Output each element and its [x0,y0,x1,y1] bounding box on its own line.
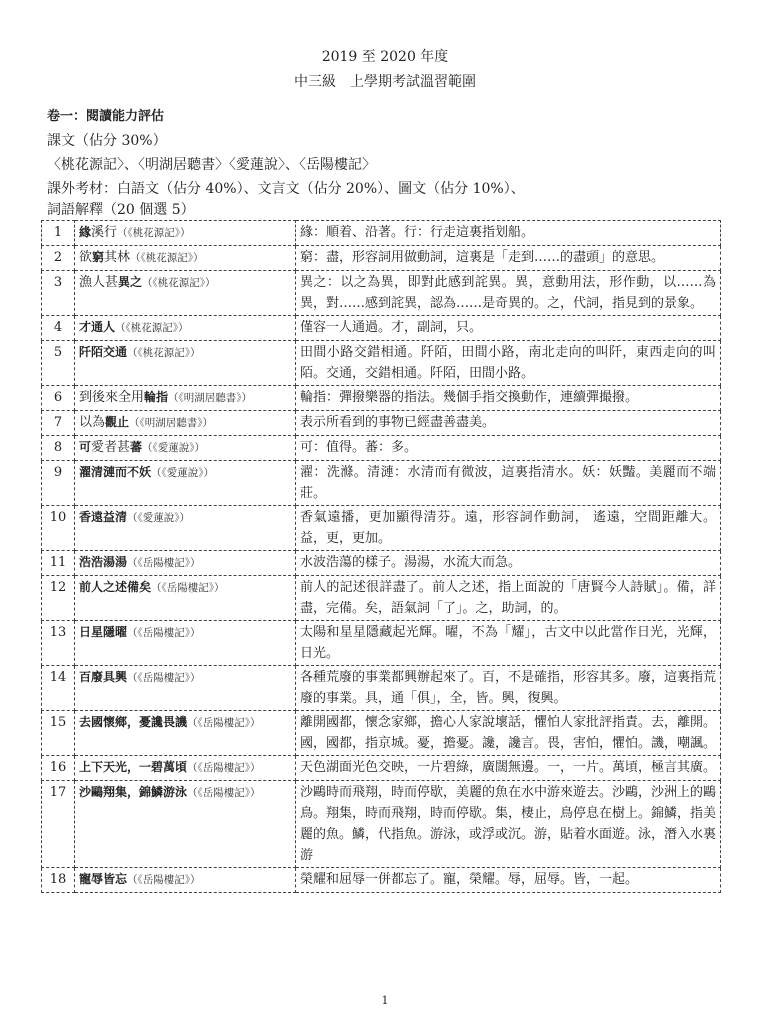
explanation-cell: 離開國都，懷念家鄉，擔心人家說壞話，懼怕人家批評指責。去，離開。國，國都，指京城。憂，擔憂。讒，讒言。畏，害怕，懼怕。譏，嘲諷。 [296,711,721,756]
term-cell [75,461,296,506]
explanation-cell: 田間小路交錯相通。阡陌，田間小路，南北走向的叫阡，東西走向的叫陌。交通，交錯相通。阡陌，田間小路。 [296,341,721,386]
term-post: 溪行 [91,225,118,240]
explanation-cell: 僅容一人通過。才，副詞，只。 [296,316,721,341]
document-subtitle: 中三級 上學期考試溫習範圍 [294,74,476,90]
term-post: 愛者甚 [91,440,131,455]
term-bold: 浩浩湯湯 [79,555,128,569]
row-number: 15 [42,711,75,756]
table-row [42,621,721,666]
term-bold: 百廢具興 [79,670,128,684]
term-pre: 以為 [79,415,106,430]
explanation-cell: 輪指：彈撥樂器的指法。幾個手指交換動作，連續彈撮撥。 [296,386,721,411]
term-src: （《桃花源記》） [130,252,204,264]
term-src: （《桃花源記》） [117,227,191,239]
term-bold: 上下天光，一碧萬頃 [79,760,188,774]
term-bold: 寵辱皆忘 [79,872,128,886]
table-row [42,576,721,621]
row-number: 13 [42,621,75,666]
term-cell [75,621,296,666]
row-number: 8 [42,436,75,461]
term-cell [75,711,296,756]
section-line-vocab-heading: 詞語解釋（20 個選 5） [47,202,195,218]
explanation-cell: 香氣遠播，更加顯得清芬。遠，形容詞作動詞， 遙遠，空間距離大。益，更，更加。 [296,506,721,551]
term-bold: 才通人 [79,320,116,334]
table-row [42,711,721,756]
term-cell [75,551,296,576]
explanation-cell: 可：值得。蕃：多。 [296,436,721,461]
explanation-cell: 窮：盡，形容詞用做動詞，這裏是「走到……的盡頭」的意思。 [296,246,721,271]
term-cell [75,246,296,271]
table-row [42,551,721,576]
row-number: 7 [42,411,75,436]
term-cell [75,576,296,621]
term-src: （《岳陽樓記》） [187,787,261,799]
explanation-cell: 緣：順着、沿著。行：行走這裏指划船。 [296,221,721,246]
term-cell [75,781,296,868]
term-src: （《桃花源記》） [142,277,216,289]
term-bold: 去國懷鄉，憂讒畏譏 [79,715,188,729]
table-row [42,316,721,341]
vocabulary-table [41,220,721,893]
term-bold2: 蕃 [130,440,143,454]
term-src: （《岳陽樓記》） [187,762,261,774]
row-number: 14 [42,666,75,711]
table-row [42,271,721,316]
table-row [42,386,721,411]
table-row [42,506,721,551]
row-number: 9 [42,461,75,506]
term-cell [75,386,296,411]
term-cell [75,868,296,893]
term-bold: 濯清漣而不妖 [79,465,152,479]
term-bold: 沙鷗翔集，錦鱗游泳 [79,785,188,799]
term-cell [75,756,296,781]
row-number: 1 [42,221,75,246]
term-bold: 香遠益清 [79,510,128,524]
vocabulary-table-body [42,221,721,893]
term-bold: 觀止 [105,415,130,429]
row-number: 2 [42,246,75,271]
row-number: 16 [42,756,75,781]
term-cell [75,666,296,711]
term-src: （《愛蓮說》） [142,442,206,454]
table-row [42,411,721,436]
table-row [42,246,721,271]
row-number: 11 [42,551,75,576]
term-cell [75,316,296,341]
term-src: （《岳陽樓記》） [127,874,201,886]
row-number: 3 [42,271,75,316]
term-bold: 異之 [118,275,143,289]
section-line-external-materials: 課外考材：白語文（佔分 40%）、文言文（佔分 20%）、圖文（佔分 10%）、 [47,181,525,197]
term-bold: 前人之述備矣 [79,580,152,594]
row-number: 4 [42,316,75,341]
table-row [42,436,721,461]
term-src: （《桃花源記》） [115,322,189,334]
term-cell [75,411,296,436]
section-line-text-weighting: 課文（佔分 30%） [47,133,167,149]
explanation-cell: 各種荒廢的事業都興辦起來了。百，不是確指，形容其多。廢，這裏指荒廢的事業。具，通「俱」，全，皆。興，復興。 [296,666,721,711]
term-src: （《明湖居聽書》） [168,392,253,404]
term-src: （《岳陽樓記》） [187,717,261,729]
term-src: （《桃花源記》） [127,347,201,359]
section-line-text-list: 〈桃花源記〉、〈明湖居聽書〉〈愛蓮說〉、〈岳陽樓記〉 [47,157,376,173]
explanation-cell: 前人的記述很詳盡了。前人之述，指上面說的「唐賢今人詩賦」。備，詳盡，完備。矣，語氣詞「了」。之，助詞，的。 [296,576,721,621]
term-pre: 欲 [79,250,93,265]
table-row [42,221,721,246]
term-src: （《愛蓮說》） [151,467,215,479]
term-post: 其林 [104,250,131,265]
explanation-cell: 表示所看到的事物已經盡善盡美。 [296,411,721,436]
page-number: 1 [381,994,389,1007]
row-number: 18 [42,868,75,893]
row-number: 5 [42,341,75,386]
document-year-title: 2019 至 2020 年度 [321,49,449,65]
term-pre: 漁人甚 [79,275,119,290]
table-row [42,781,721,868]
term-cell [75,341,296,386]
table-row [42,341,721,386]
section-heading: 卷一：閱讀能力評估 [47,109,165,124]
term-bold: 日星隱曜 [79,625,128,639]
term-src: （《岳陽樓記》） [151,582,225,594]
term-bold: 緣 [79,225,92,239]
term-src: （《岳陽樓記》） [127,672,201,684]
explanation-cell: 榮耀和屈辱一併都忘了。寵，榮耀。辱，屈辱。皆，一起。 [296,868,721,893]
term-bold: 輪指 [144,390,169,404]
term-cell [75,221,296,246]
table-row [42,756,721,781]
row-number: 10 [42,506,75,551]
term-src: （《愛蓮說》） [127,512,191,524]
explanation-cell: 濯：洗滌。清漣：水清而有微波，這裏指清水。妖：妖豔。美麗而不端莊。 [296,461,721,506]
row-number: 12 [42,576,75,621]
table-row [42,461,721,506]
term-src: （《岳陽樓記》） [127,627,201,639]
term-src: （《岳陽樓記》） [127,557,201,569]
term-pre: 到後來全用 [79,390,145,405]
term-bold: 可 [79,440,92,454]
explanation-cell: 天色湖面光色交映，一片碧綠，廣闊無邊。一，一片。萬頃，極言其廣。 [296,756,721,781]
explanation-cell: 水波浩蕩的樣子。湯湯，水流大而急。 [296,551,721,576]
term-bold: 阡陌交通 [79,345,128,359]
row-number: 17 [42,781,75,868]
term-cell [75,506,296,551]
explanation-cell: 異之：以之為異，即對此感到詫異。異，意動用法，形作動，以……為異，對……感到詫異，認為……是奇異的。之，代詞，指見到的景象。 [296,271,721,316]
term-cell [75,271,296,316]
term-cell [75,436,296,461]
explanation-cell: 沙鷗時而飛翔，時而停歇，美麗的魚在水中游來遊去。沙鷗，沙洲上的鷗鳥。翔集，時而飛翔，時而停歇。集，棲止，鳥停息在樹上。錦鱗，指美麗的魚。鱗，代指魚。游泳，或浮或沉。游，貼着水面遊。泳，潛入水裏游 [296,781,721,868]
term-bold: 窮 [92,250,105,264]
table-row [42,666,721,711]
term-src: （《明湖居聽書》） [129,417,214,429]
table-row [42,868,721,893]
row-number: 6 [42,386,75,411]
explanation-cell: 太陽和星星隱藏起光輝。曜，不為「耀」，古文中以此當作日光，光輝，日光。 [296,621,721,666]
